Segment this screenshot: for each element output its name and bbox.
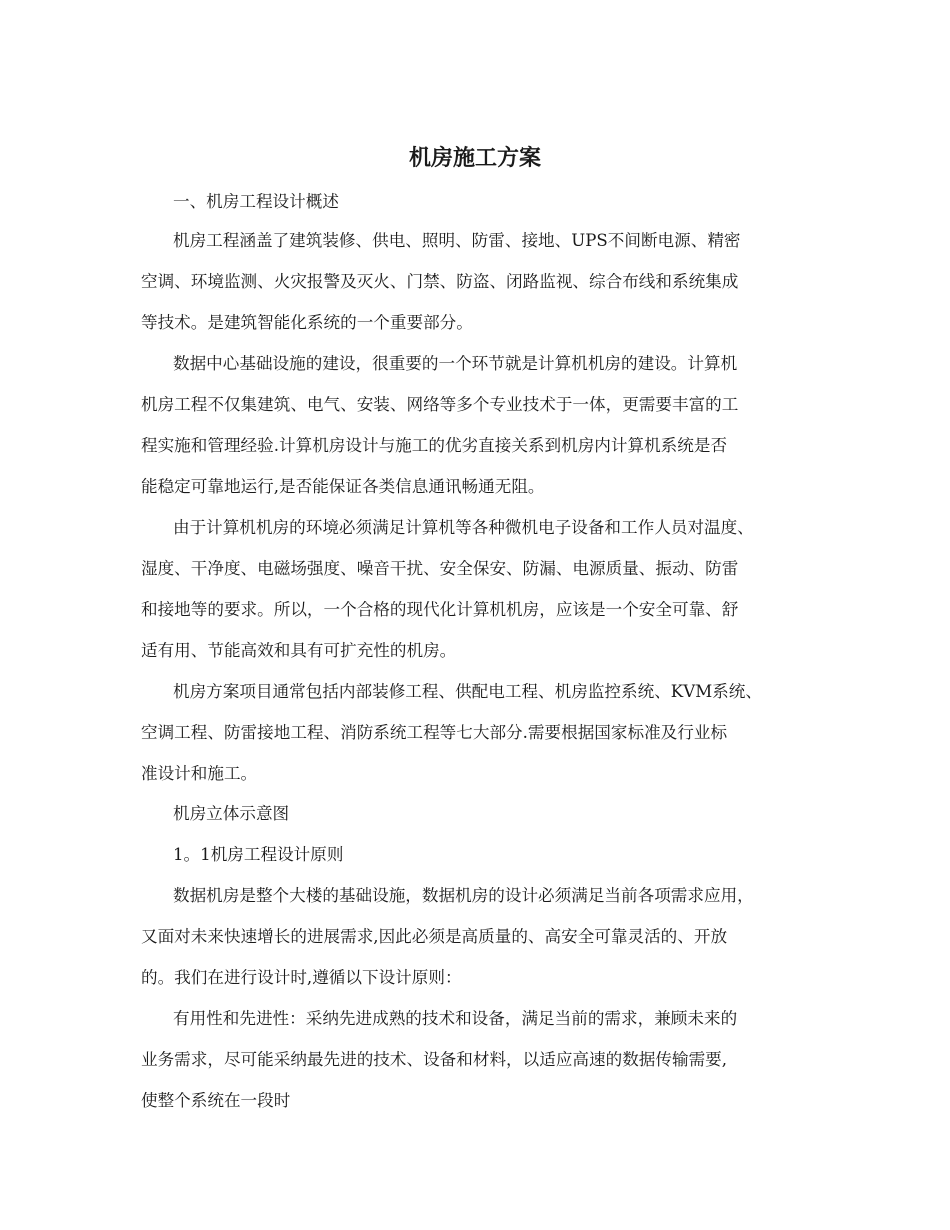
paragraph-line: 和接地等的要求。所以，一个合格的现代化计算机机房，应该是一个安全可靠、舒 bbox=[141, 600, 739, 619]
section-heading-overview: 一、机房工程设计概述 bbox=[173, 192, 339, 211]
paragraph-line: 空调、环境监测、火灾报警及灭火、门禁、防盗、闭路监视、综合布线和系统集成 bbox=[141, 272, 739, 291]
paragraph-line: 由于计算机机房的环境必须满足计算机等各种微机电子设备和工作人员对温度、 bbox=[173, 518, 754, 537]
paragraph-line: 使整个系统在一段时 bbox=[141, 1091, 291, 1110]
section-heading-principles: 1。1机房工程设计原则 bbox=[173, 845, 344, 864]
paragraph-line: 适有用、节能高效和具有可扩充性的机房。 bbox=[141, 641, 457, 660]
paragraph-line: 程实施和管理经验.计算机房设计与施工的优劣直接关系到机房内计算机系统是否 bbox=[141, 436, 728, 455]
paragraph-line: 空调工程、防雷接地工程、消防系统工程等七大部分.需要根据国家标准及行业标 bbox=[141, 723, 728, 742]
paragraph-line: 又面对未来快速增长的进展需求,因此必须是高质量的、高安全可靠灵活的、开放 bbox=[141, 927, 728, 946]
paragraph-line: 准设计和施工。 bbox=[141, 764, 258, 783]
paragraph-line: 等技术。是建筑智能化系统的一个重要部分。 bbox=[141, 313, 473, 332]
document-title: 机房施工方案 bbox=[408, 145, 541, 171]
paragraph-line: 数据机房是整个大楼的基础设施，数据机房的设计必须满足当前各项需求应用， bbox=[173, 886, 754, 905]
paragraph-line: 业务需求，尽可能采纳最先进的技术、设备和材料，以适应高速的数据传输需要, bbox=[141, 1050, 728, 1069]
figure-caption: 机房立体示意图 bbox=[173, 804, 290, 823]
paragraph-line: 能稳定可靠地运行,是否能保证各类信息通讯畅通无阻。 bbox=[141, 477, 545, 496]
paragraph-line: 湿度、干净度、电磁场强度、噪音干扰、安全保安、防漏、电源质量、振动、防雷 bbox=[141, 559, 739, 578]
paragraph-line: 数据中心基础设施的建设，很重要的一个环节就是计算机机房的建设。计算机 bbox=[173, 354, 738, 373]
paragraph-line: 机房方案项目通常包括内部装修工程、供配电工程、机房监控系统、KVM系统、 bbox=[173, 682, 762, 701]
paragraph-line: 的。我们在进行设计时,遵循以下设计原则： bbox=[141, 968, 462, 987]
paragraph-line: 机房工程涵盖了建筑装修、供电、照明、防雷、接地、UPS不间断电源、精密 bbox=[173, 231, 741, 250]
paragraph-line: 有用性和先进性：采纳先进成熟的技术和设备，满足当前的需求，兼顾未来的 bbox=[173, 1009, 738, 1028]
paragraph-line: 机房工程不仅集建筑、电气、安装、网络等多个专业技术于一体，更需要丰富的工 bbox=[141, 395, 739, 414]
